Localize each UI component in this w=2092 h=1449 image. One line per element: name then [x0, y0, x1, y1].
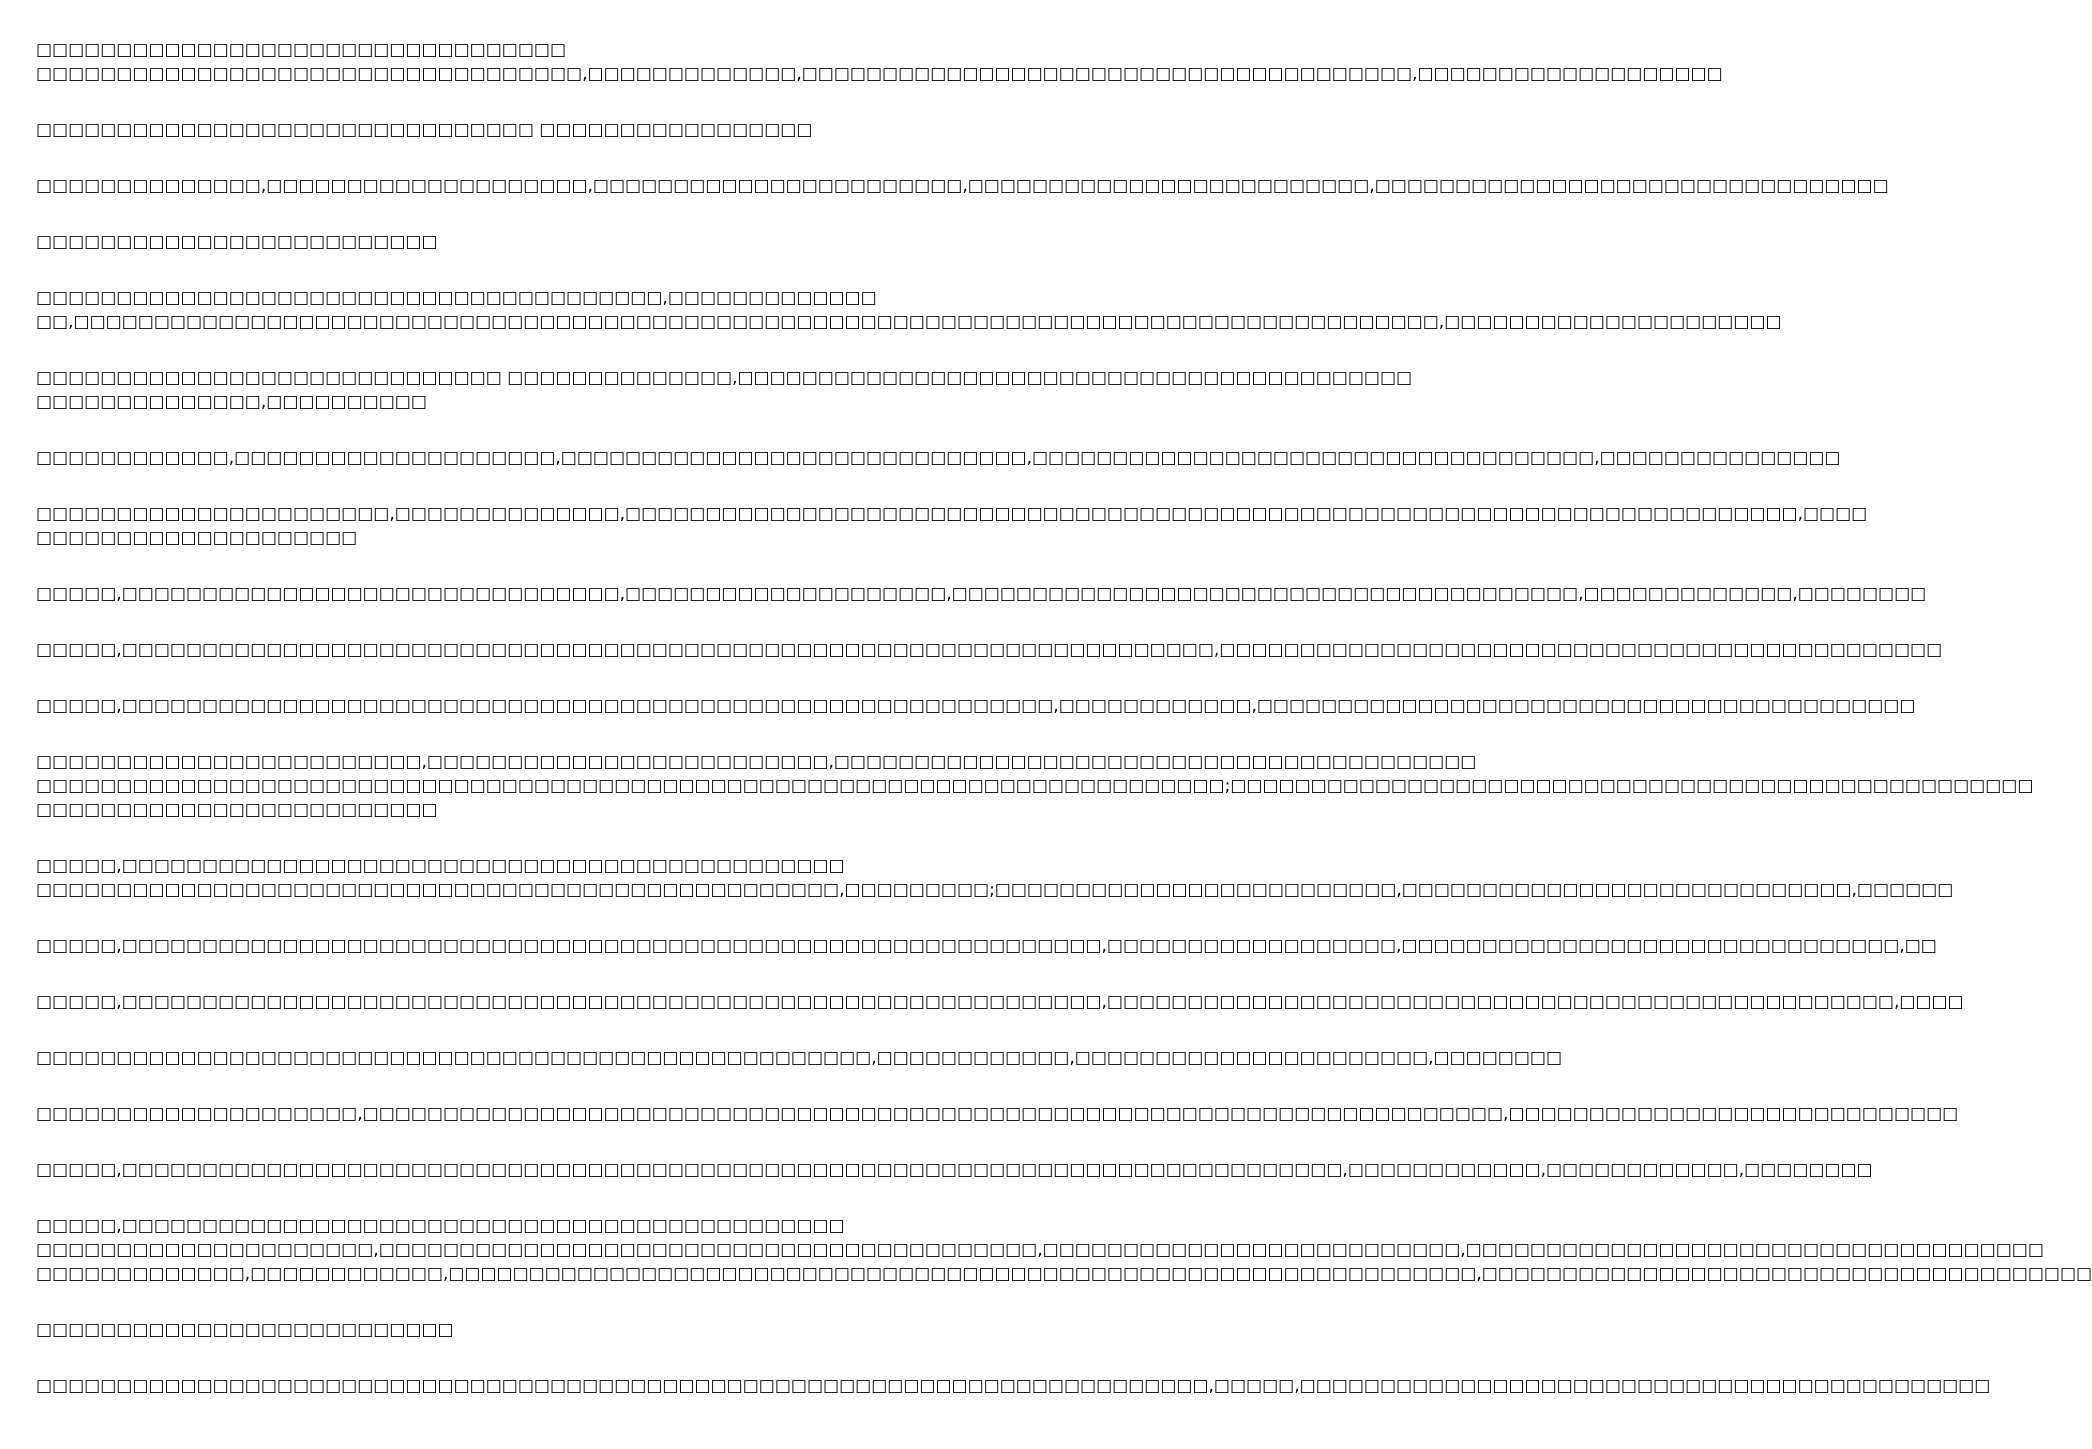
paragraph	[36, 694, 1916, 718]
text-line: □□□□□□□□□□□□□□□□□□□□□□□□□□	[36, 1320, 454, 1340]
text-line: □□,□□□□□□□□□□□□□□□□□□□□□□□□□□□□□□□□□□□□□□□□□□□□□□□□□□□□□□□□□□□□□□□□□□□□□□□□□□□□□□□□□□□□□,□□□□□□□□□□□□□□□□□□□□□	[36, 312, 1782, 332]
text-line: □□□□□□□□□□□□□□□□□□□□□□□□□□□□□□□□□□□□□□□□□□□□□□□□□□□□□□□□□□□□□□□□□□□□□□□□□□;□□□□□□□□□□□□□□□□□□□□□□□□□□□□□□□□□□□□□□□□□□□□□□□□□□	[36, 776, 2034, 796]
text-line: □□□□□□□□□□□□□□□□□□□□□□□□□□□□□ □□□□□□□□□□□□□□,□□□□□□□□□□□□□□□□□□□□□□□□□□□□□□□□□□□□□□□□□□	[36, 368, 1413, 388]
text-line: □□□□□□□□□□□□□□,□□□□□□□□□□	[36, 392, 427, 412]
paragraph	[36, 1318, 990, 1342]
text-line: □□□□□,□□□□□□□□□□□□□□□□□□□□□□□□□□□□□□□□□□□□□□□□□□□□□□□□□□□□□□□□□□,□□□□□□□□□□□□,□□□□□□□□□□□□□□□□□□□□□□□□□□□□□□□□□□□□□□□□□	[36, 696, 1916, 716]
text-line: □□□□□□□□□□□□□□□□□□□□□□□□□□□□□□□□□□□□□□□□□□□□□□□□□□□□□□□□□□□□□□□□□□□□□□□□□,□□□□□,□□□□□□□□□□□□□□□□□□□□□□□□□□□□□□□□□□□□□□□□□□□	[36, 1376, 1991, 1396]
text-line: □□□□□□□□□□□□□,□□□□□□□□□□□□,□□□□□□□□□□□□□□□□□□□□□□□□□□□□□□□□□□□□□□□□□□□□□□□□□□□□□□□□□□□□□□□□,□□□□□□□□□□□□□□□□□□□□□□□□□□□□□□□□□□□□□□	[36, 1264, 2092, 1284]
text-line: □□□□□□□□□□□□□□□□□□□□□□□□□□□□□□□□□□□□□□□,□□□□□□□□□□□□□	[36, 288, 877, 308]
text-line: □□□□□□□□□□□□□□□□□□□□□□□□□□□□□□□□□□□□□□□□□□□□□□□□□□□□,□□□□□□□□□□□□,□□□□□□□□□□□□□□□□□□□□□□,□□□□□□□□	[36, 1048, 1563, 1068]
text-line: □□□□□,□□□□□□□□□□□□□□□□□□□□□□□□□□□□□□□□□□□□□□□□□□□□□	[36, 856, 845, 876]
text-line: □□□□□□□□□□□□□□□□□□□□□□□□□□□□□□□ □□□□□□□□□□□□□□□□□	[36, 120, 813, 140]
text-line: □□□□□□□□□□□□□□,□□□□□□□□□□□□□□□□□□□□,□□□□□□□□□□□□□□□□□□□□□□□,□□□□□□□□□□□□□□□□□□□□□□□□□,□□□□□□□□□□□□□□□□□□□□□□□□□□□□□□□□	[36, 176, 1889, 196]
paragraph	[36, 38, 1723, 86]
text-line: □□□□□,□□□□□□□□□□□□□□□□□□□□□□□□□□□□□□□,□□□□□□□□□□□□□□□□□□□□,□□□□□□□□□□□□□□□□□□□□□□□□□□□□□□□□□□□□□□□,□□□□□□□□□□□□□,□□□□□□□□	[36, 584, 1927, 604]
text-line: □□□□□,□□□□□□□□□□□□□□□□□□□□□□□□□□□□□□□□□□□□□□□□□□□□□□□□□□□□□□□□□□□□□□□□□□□□,□□□□□□□□□□□□□□□□□□□□□□□□□□□□□□□□□□□□□□□□□□□□□	[36, 640, 1943, 660]
text-line: □□□□□□□□□□□□□□□□□□□□□□□□□□□□□□□□□□,□□□□□□□□□□□□□,□□□□□□□□□□□□□□□□□□□□□□□□□□□□□□□□□□□□□□,□□□□□□□□□□□□□□□□□□□	[36, 64, 1723, 84]
text-line: □□□□□□□□□□□□□□□□□□□□□□□□□	[36, 232, 438, 252]
paragraph	[36, 750, 2034, 822]
paragraph	[36, 502, 1868, 550]
paragraph	[36, 366, 1413, 414]
text-line: □□□□□□□□□□□□□□□□□□□□,□□□□□□□□□□□□□□□□□□□□□□□□□□□□□□□□□□□□□□□□□□□□□□□□□□□□□□□□□□□□□□□□□□□□□□□,□□□□□□□□□□□□□□□□□□□□□□□□□□□□	[36, 1104, 1959, 1124]
paragraph	[36, 118, 990, 142]
paragraph	[36, 990, 1964, 1014]
paragraph	[36, 1102, 1959, 1126]
paragraph	[36, 174, 1889, 198]
paragraph	[36, 854, 1954, 902]
text-line: □□□□□□□□□□□□□□□□□□□□□□□□□□□□□□□□□	[36, 40, 567, 60]
paragraph	[36, 1214, 2092, 1286]
paragraph	[36, 230, 990, 254]
text-line: □□□□□,□□□□□□□□□□□□□□□□□□□□□□□□□□□□□□□□□□□□□□□□□□□□□□□□□□□□□□□□□□□□□□□□□□□□□□□□□□□□,□□□□□□□□□□□□,□□□□□□□□□□□□,□□□□□□□□	[36, 1160, 1873, 1180]
text-line: □□□□□,□□□□□□□□□□□□□□□□□□□□□□□□□□□□□□□□□□□□□□□□□□□□□□□□□□□□□□□□□□□□□,□□□□□□□□□□□□□□□□□□,□□□□□□□□□□□□□□□□□□□□□□□□□□□□□□□,□□	[36, 936, 1937, 956]
text-line: □□□□□,□□□□□□□□□□□□□□□□□□□□□□□□□□□□□□□□□□□□□□□□□□□□□	[36, 1216, 845, 1236]
paragraph	[36, 934, 1937, 958]
text-line: □□□□□□□□□□□□□□□□□□□□□□□□,□□□□□□□□□□□□□□□□□□□□□□□□□,□□□□□□□□□□□□□□□□□□□□□□□□□□□□□□□□□□□□□□□□	[36, 752, 1477, 772]
text-line: □□□□□□□□□□□□,□□□□□□□□□□□□□□□□□□□□,□□□□□□□□□□□□□□□□□□□□□□□□□□□□□,□□□□□□□□□□□□□□□□□□□□□□□□□□□□□□□□□□□,□□□□□□□□□□□□□□□	[36, 448, 1841, 468]
text-line: □□□□□,□□□□□□□□□□□□□□□□□□□□□□□□□□□□□□□□□□□□□□□□□□□□□□□□□□□□□□□□□□□□□,□□□□□□□□□□□□□□□□□□□□□□□□□□□□□□□□□□□□□□□□□□□□□□□□□,□□□□	[36, 992, 1964, 1012]
text-line: □□□□□□□□□□□□□□□□□□□□□,□□□□□□□□□□□□□□□□□□□□□□□□□□□□□□□□□□□□□□□□□,□□□□□□□□□□□□□□□□□□□□□□□□□□,□□□□□□□□□□□□□□□□□□□□□□□□□□□□□□□□□□□□	[36, 1240, 2044, 1260]
text-line: □□□□□□□□□□□□□□□□□□□□□□□□□	[36, 800, 438, 820]
text-line: □□□□□□□□□□□□□□□□□□□□	[36, 528, 358, 548]
paragraph	[36, 1158, 1873, 1182]
paragraph	[36, 286, 1782, 334]
paragraph	[36, 446, 1841, 470]
text-line: □□□□□□□□□□□□□□□□□□□□□□,□□□□□□□□□□□□□□,□□□□□□□□□□□□□□□□□□□□□□□□□□□□□□□□□□□□□□□□□□□□□□□□□□□□□□□□□□□□□□□□□□□□□□□□□,□□□□	[36, 504, 1868, 524]
text-line: □□□□□□□□□□□□□□□□□□□□□□□□□□□□□□□□□□□□□□□□□□□□□□□□□□,□□□□□□□□□;□□□□□□□□□□□□□□□□□□□□□□□□□,□□□□□□□□□□□□□□□□□□□□□□□□□□□□,□□□□□□	[36, 880, 1954, 900]
paragraph	[36, 638, 1943, 662]
paragraph	[36, 582, 1927, 606]
document-body	[36, 38, 2092, 1430]
paragraph	[36, 1374, 1991, 1398]
paragraph	[36, 1046, 1563, 1070]
